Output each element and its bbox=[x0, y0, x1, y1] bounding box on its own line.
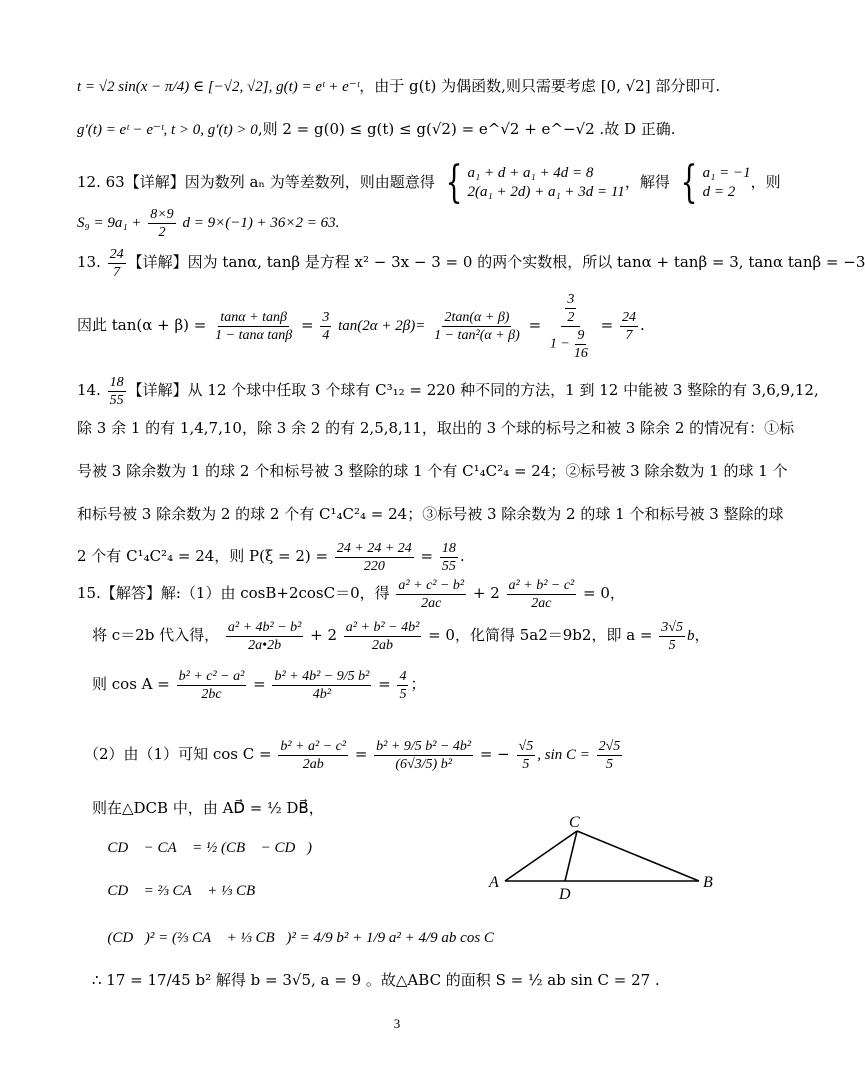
q15-intro: 15.【解答】解:（1）由 cosB+2cosC＝0，得 bbox=[77, 584, 390, 602]
text-conclusion-d: ,则 2 = g(0) ≤ g(t) ≤ g(√2) = e^√2 + e^−√2 .故 D 正确. bbox=[257, 120, 676, 138]
q15-tail: = 0， bbox=[583, 584, 625, 602]
q15-line-9: ∴ 17 = 17/45 b² 解得 b = 3√5, a = 9 。故△ABC 的面积 S = ½ ab sin C = 27 . bbox=[92, 971, 660, 989]
label-a: A bbox=[489, 874, 499, 891]
q15-d-frac-2: $\frac{\text{b² + 9/5 b² − 4b²}}{\text{(6√3/5) b²}}$ bbox=[376, 738, 472, 772]
q15-d-frac-4: $\frac{2√5}{5}$ bbox=[598, 738, 621, 772]
q15-line-3: 则 cos A = $\frac{\text{b² + c² − a²}}{2bc}$ = $\frac{\text{b² + 4b² − 9/5 b²}}{\text{4b²}}$ = $\frac{4}{5}$ ； bbox=[92, 668, 426, 702]
q13-number: 13. bbox=[77, 253, 101, 271]
q15-b-frac-1: $\frac{\text{a² + 4b² − b²}}{2a•2b}$ bbox=[227, 619, 302, 653]
q15-line-7: ∴ CD⃗ = ⅔ CA⃗ + ⅓ CB⃗ bbox=[92, 883, 267, 899]
q14-line-3: 号被 3 除余数为 1 的球 2 个和标号被 3 整除的球 1 个有 C¹₄C²₄ = 24；②标号被 3 除余数为 1 的球 1 个 bbox=[77, 462, 788, 480]
q14-line-2: 除 3 余 1 的有 1,4,7,10，除 3 余 2 的有 2,5,8,11，取出的 3 个球的标号之和被 3 除余 2 的情况有：①标 bbox=[77, 419, 795, 437]
q14-line-4: 和标号被 3 除余数为 2 的球 2 个有 C¹₄C²₄ = 24；③标号被 3 除余数为 2 的球 1 个和标号被 3 整除的球 bbox=[77, 505, 784, 523]
q12-s9-a: S₉ = 9a₁ + bbox=[77, 215, 142, 231]
q15-frac-1: $\frac{\text{a² + c² − b²}}{2ac}$ bbox=[398, 577, 465, 611]
q15-frac-2: $\frac{\text{a² + b² − c²}}{2ac}$ bbox=[508, 577, 575, 611]
q13-label: 【详解】 bbox=[127, 253, 188, 271]
q12-answer: 63 bbox=[105, 173, 125, 191]
q14-line-1 bbox=[77, 370, 819, 410]
q12-number: 12. bbox=[77, 173, 101, 191]
q12-then: ，则 bbox=[750, 173, 781, 191]
q15-b-tail: = 0，化简得 5a2＝9b2，即 a = bbox=[428, 626, 653, 644]
q15-line-1: 15.【解答】解:（1）由 cosB+2cosC＝0，得 $\frac{\text{a² + c² − b²}}{2ac}$ + 2 $\frac{\text{a² + b² − c²}}{2ac}$ = 0， bbox=[77, 577, 625, 611]
q15-sin-c: , sin C = bbox=[537, 747, 590, 763]
q12-solution: { a₁ = −1 d = 2 bbox=[680, 157, 751, 208]
q14-text-1: 【详解】从 12 个球中任取 3 个球有 C³₁₂ = 220 种不同的方法，1 到 12 中能被 3 整除的有 3,6,9,12, bbox=[127, 381, 819, 399]
q12-sol-1: a₁ = −1 bbox=[702, 165, 751, 181]
q12-line-2 bbox=[77, 204, 339, 241]
q15-line-6: ∴ CD⃗ − CA⃗ = ½ (CB⃗ − CD⃗) bbox=[92, 840, 312, 856]
label-c: C bbox=[569, 814, 580, 831]
q14-number: 14. bbox=[77, 381, 101, 399]
q15-c-frac-3: $\frac{4}{5}$ bbox=[399, 668, 407, 702]
q15-c-frac-1: $\frac{\text{b² + c² − a²}}{2bc}$ bbox=[178, 668, 245, 702]
q12-eq-1: a₁ + d + a₁ + 4d = 8 bbox=[467, 165, 594, 181]
q13-frac-5: $\frac{24}{7}$ bbox=[621, 309, 636, 343]
q13-frac-3: $\frac{2\tan(\alpha + \beta)}{\text{1 − tan²(α + β)}}$ bbox=[434, 309, 520, 343]
q14-prob: 2 个有 C¹₄C²₄ = 24，则 P(ξ = 2) = bbox=[77, 547, 329, 565]
q15-c-frac-2: $\frac{\text{b² + 4b² − 9/5 b²}}{\text{4b²}}$ bbox=[274, 668, 370, 702]
q12-s9-fraction: $\frac{8\times 9}{2}$ bbox=[150, 206, 174, 240]
q15-b-frac-2: $\frac{\text{a² + b² − 4b²}}{2ab}$ bbox=[345, 619, 420, 653]
q13-answer: $\frac{24}{7}$ bbox=[109, 246, 124, 280]
q12-text: 因为数列 aₙ 为等差数列，则由题意得 bbox=[184, 173, 435, 191]
q12-label: 【详解】 bbox=[124, 173, 185, 191]
q15-line-4: （2）由（1）可知 cos C = $\frac{\text{b² + a² − c²}}{2ab}$ = $\frac{\text{b² + 9/5 b² − 4b²}}{\text{(6√3/5) b²}}$ = − $\frac{√5}{5}$ , sin C = $\frac{2√5}{5}$ bbox=[84, 738, 621, 772]
label-b: B bbox=[703, 874, 713, 891]
q13-therefore: 因此 tan(α + β) = bbox=[77, 316, 207, 334]
label-d: D bbox=[559, 886, 571, 903]
side-cb bbox=[577, 831, 699, 881]
q15-substitute: 将 c＝2b 代入得， bbox=[92, 626, 220, 644]
q15-d-frac-3: $\frac{√5}{5}$ bbox=[518, 738, 534, 772]
triangle-figure bbox=[483, 807, 723, 907]
q13-frac-1: $\frac{\tan\alpha + \tan\beta}{\text{1 − tanα tanβ}}$ bbox=[215, 309, 293, 343]
q15-cos-a: 则 cos A = bbox=[92, 675, 170, 693]
q15-d-frac-1: $\frac{\text{b² + a² − c²}}{2ab}$ bbox=[280, 738, 347, 772]
q13-line-2: 因此 tan(α + β) = $\frac{\tan\alpha + \tan\beta}{\text{1 − tanα tanβ}}$ = $\frac{3}{4}$ tan(2α + 2β)= $\frac{2\tan(\alpha + \beta)}{\text{1 − tan²(α + β)}}$ = $\frac{3}{2}$ 1 − $\frac{9}{16}$ = $\frac{24}{7}$ . bbox=[77, 291, 645, 361]
math-derivative: g′(t) = eᵗ − e⁻ᵗ, t > 0, g′(t) > 0 bbox=[77, 122, 258, 138]
q14-line-5: 2 个有 C¹₄C²₄ = 24，则 P(ξ = 2) = $\frac{24 + 24 + 24}{220}$ = $\frac{18}{55}$ . bbox=[77, 540, 465, 574]
q12-line-1 bbox=[77, 157, 781, 208]
q15-line-2: 将 c＝2b 代入得， $\frac{\text{a² + 4b² − b²}}{2a•2b}$ + 2 $\frac{\text{a² + b² − 4b²}}{2ab}$ = 0，化简得 5a2＝9b2，即 a = $\frac{3√5}{5}$ b， bbox=[92, 619, 710, 653]
q14-answer: $\frac{18}{55}$ bbox=[109, 374, 124, 408]
q13-frac-2: $\frac{3}{4}$ bbox=[322, 309, 330, 343]
q13-eq: = bbox=[300, 316, 314, 334]
q15-line-8: ∴ (CD⃗)² = (⅔ CA⃗ + ⅓ CB⃗)² = 4/9 b² + 1/9 a² + 4/9 ab cos C bbox=[92, 930, 494, 946]
q14-frac-2: $\frac{18}{55}$ bbox=[441, 540, 456, 574]
q12-s9-b: d = 9×(−1) + 36×2 = 63. bbox=[182, 215, 340, 231]
q15-b-result: $\frac{3√5}{5}$ bbox=[661, 619, 683, 653]
q12-sol-2: d = 2 bbox=[702, 184, 736, 200]
q12-system: { a₁ + d + a₁ + 4d = 8 2(a₁ + 2d) + a₁ + 3d = 11 bbox=[445, 157, 625, 208]
q13-line-1 bbox=[77, 242, 865, 282]
q15-line-5: 则在△DCB 中，由 AD⃗ = ½ DB⃗， bbox=[92, 799, 324, 817]
q12-solve: ，解得 bbox=[624, 173, 670, 191]
math-t-range: t = √2 sin(x − π/4) ∈ [−√2, √2], g(t) = eᵗ + e⁻ᵗ bbox=[77, 79, 360, 95]
q12-eq-2: 2(a₁ + 2d) + a₁ + 3d = 11 bbox=[467, 184, 625, 200]
solution-line-1 bbox=[77, 76, 720, 97]
q14-frac-1: $\frac{24 + 24 + 24}{220}$ bbox=[336, 540, 412, 574]
q15-cos-c: （2）由（1）可知 cos C = bbox=[84, 745, 272, 763]
q13-text: 因为 tanα, tanβ 是方程 x² − 3x − 3 = 0 的两个实数根，所以 tanα + tanβ = 3, tanα tanβ = −3 bbox=[187, 253, 865, 271]
page-number: 3 bbox=[393, 1016, 401, 1031]
q13-mid: tan(2α + 2β)= bbox=[338, 318, 426, 334]
q13-frac-4: $\frac{3}{2}$ 1 − $\frac{9}{16}$ bbox=[549, 291, 588, 361]
text-even-function: ，由于 g(t) 为偶函数,则只需要考虑 [0, √2] 部分即可. bbox=[359, 77, 721, 95]
solution-line-2 bbox=[77, 119, 676, 140]
